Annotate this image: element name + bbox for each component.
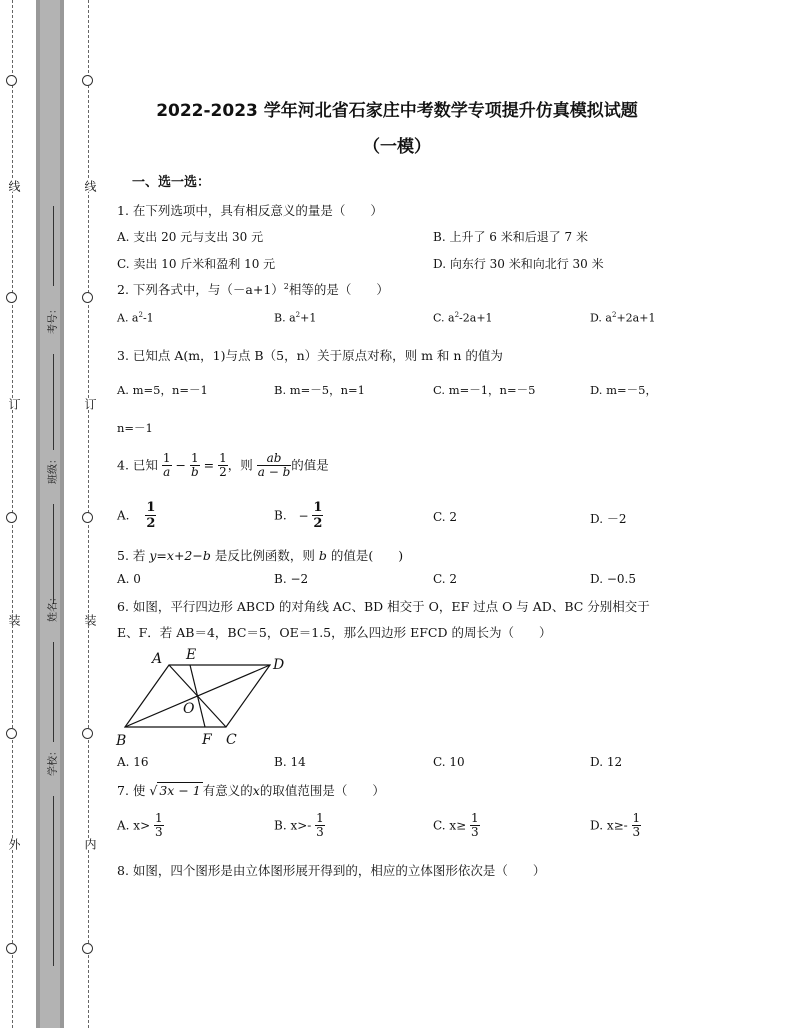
margin-char-xian: 线 (7, 180, 21, 192)
q3-option-a: A. m=5，n=－1 (117, 383, 208, 397)
q2-option-d: D. $a^2+2a+1$ (590, 311, 656, 325)
margin-char-ding: 订 (7, 398, 21, 410)
binding-hole (6, 512, 17, 523)
page-title: 2022-2023 学年河北省石家庄中考数学专项提升仿真模拟试题 (156, 101, 638, 121)
q6-option-a: A. 16 (117, 755, 149, 769)
field-underline (53, 796, 54, 966)
binding-hole (6, 75, 17, 86)
binding-hole (82, 728, 93, 739)
q2-option-b: B. $a^2+1$ (274, 311, 317, 325)
binding-hole (82, 75, 93, 86)
q1-option-a: A. 支出 20 元与支出 30 元 (117, 230, 264, 244)
label-f: F (202, 732, 212, 748)
segment-ef (190, 665, 205, 727)
q1-stem: 1. 在下列选项中，具有相反意义的量是（ ） (117, 203, 383, 218)
q7-option-c: C. x≥ $\frac{1}{3}$ (433, 811, 479, 839)
margin-char-zhuang: 装 (7, 614, 21, 626)
field-underline (53, 504, 54, 604)
margin-char-wai: 外 (7, 838, 21, 850)
q2-option-c: C. $a^2-2a+1$ (433, 311, 493, 325)
margin-char-zhuang-inner: 装 (83, 614, 97, 626)
label-a: A (152, 651, 163, 667)
q4-option-c: C. 2 (433, 510, 458, 524)
field-class: 班级： (48, 454, 59, 484)
section-heading: 一、选一选： (132, 175, 211, 190)
q3-option-b: B. m=－5，n=1 (274, 383, 365, 397)
q6-stem-line2: E、F．若 AB＝4，BC＝5，OE＝1.5，那么四边形 EFCD 的周长为（ ） (117, 625, 552, 640)
q3-option-d: D. m=－5， (590, 383, 657, 397)
q8-stem: 8. 如图，四个图形是由立体图形展开得到的，相应的立体图形依次是（ ） (117, 863, 546, 878)
binding-hole (82, 943, 93, 954)
q2-option-a: A. $a^2-1$ (117, 311, 154, 325)
q6-option-b: B. 14 (274, 755, 306, 769)
binding-hole (82, 512, 93, 523)
q1-option-d: D. 向东行 30 米和向北行 30 米 (433, 257, 604, 271)
q3-option-d-continued: n=－1 (117, 421, 153, 435)
field-underline (53, 642, 54, 742)
q3-stem: 3. 已知点 A(m，1)与点 B（5，n）关于原点对称，则 m 和 n 的值为 (117, 348, 503, 363)
parallelogram-figure (110, 645, 300, 750)
q4-stem: 4. 已知 $\frac{1}{a}$ − $\frac{1}{b}$ = $\frac{1}{2}$ ，则 $\frac{ab}{a - b}$ 的值是 (117, 451, 329, 479)
q6-stem-line1: 6. 如图，平行四边形 ABCD 的对角线 AC、BD 相交于 O，EF 过点 O 与 AD、BC 分别相交于 (117, 599, 650, 614)
q6-option-c: C. 10 (433, 755, 465, 769)
field-exam-number: 考号： (48, 304, 59, 334)
label-b: B (116, 733, 127, 749)
q2-stem: 2. 下列各式中，与$(-a+1)^2$相等的是（ ） (117, 281, 389, 297)
margin-char-nei: 内 (83, 838, 97, 850)
q3-option-c: C. m=－1，n=－5 (433, 383, 536, 397)
binding-hole (6, 728, 17, 739)
q5-stem: 5. 若 y=x+2−b 是反比例函数，则 b 的值是( ) (117, 548, 404, 563)
q7-stem: 7. 使 √ 3x − 1 有意义的x的取值范围是（ ） (117, 783, 385, 798)
binding-hole (6, 292, 17, 303)
q4-option-a: A. $\frac{1}{2}$ (117, 500, 156, 531)
binding-hole (82, 292, 93, 303)
page-subtitle: （一模） (363, 137, 431, 157)
q7-option-a: A. x> $\frac{1}{3}$ (117, 811, 163, 839)
field-school: 学校： (48, 746, 59, 776)
field-underline (53, 354, 54, 450)
label-e: E (186, 647, 197, 663)
q4-option-d: D. －2 (590, 512, 627, 526)
q5-option-d: D. −0.5 (590, 572, 636, 586)
label-o: O (183, 701, 195, 717)
field-underline (53, 206, 54, 286)
q5-option-a: A. 0 (117, 572, 141, 586)
q5-option-c: C. 2 (433, 572, 458, 586)
label-d: D (273, 657, 285, 673)
q4-option-b: B. − $\frac{1}{2}$ (274, 500, 323, 531)
student-info-strip (40, 228, 60, 1028)
binding-hole (6, 943, 17, 954)
q7-option-d: D. x≥- $\frac{1}{3}$ (590, 811, 641, 839)
q7-option-b: B. x>- $\frac{1}{3}$ (274, 811, 324, 839)
field-name: 姓名： (48, 592, 59, 622)
label-c: C (226, 732, 237, 748)
q6-option-d: D. 12 (590, 755, 623, 769)
q5-option-b: B. −2 (274, 572, 309, 586)
q1-option-c: C. 卖出 10 斤米和盈利 10 元 (117, 257, 276, 271)
margin-char-xian-inner: 线 (83, 180, 97, 192)
margin-char-ding-inner: 订 (83, 398, 97, 410)
q1-option-b: B. 上升了 6 米和后退了 7 米 (433, 230, 588, 244)
